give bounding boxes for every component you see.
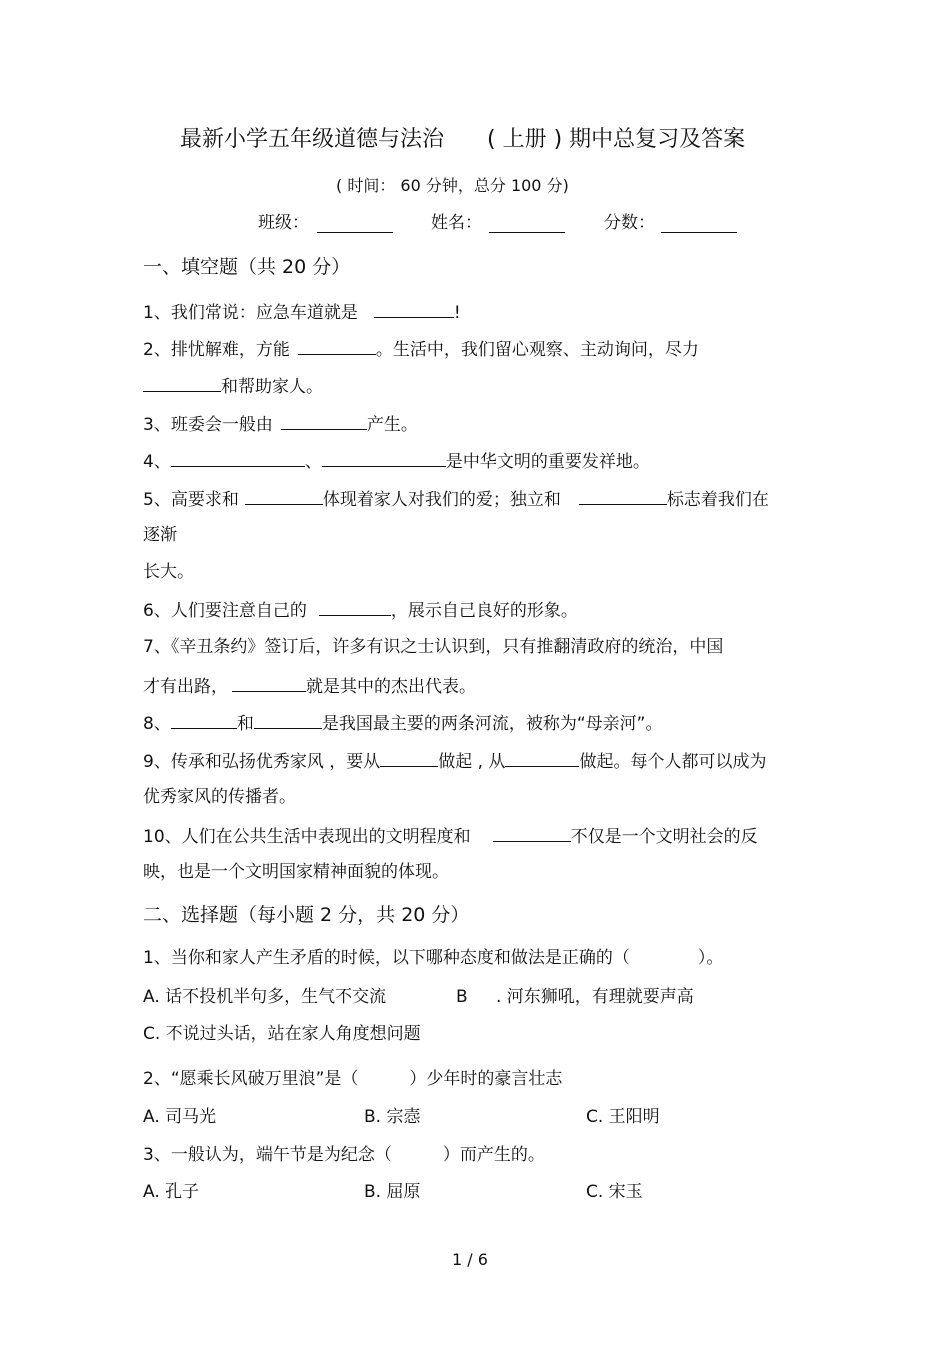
score-label: 分数： [604, 213, 655, 233]
answer-blank[interactable] [171, 712, 237, 729]
question-1-10 [143, 825, 758, 847]
question-text: 体现着家人对我们的爱；独立和 [322, 490, 561, 510]
answer-blank[interactable] [493, 825, 571, 842]
question-text: 1、我们常说：应急车道就是 [143, 303, 358, 323]
question-text: 和帮助家人。 [221, 377, 323, 397]
question-2-2: 2、“愿乘长风破万里浪”是（ ）少年时的豪言壮志 [143, 1069, 563, 1089]
answer-blank[interactable] [322, 450, 446, 467]
section-heading-fill-in: 一、填空题（共 20 分） [143, 256, 351, 278]
question-text: 标志着我们在 [666, 490, 769, 510]
answer-blank[interactable] [245, 488, 323, 505]
question-1-5-cont2: 长大。 [143, 562, 194, 582]
question-text: 和 [236, 714, 254, 734]
question-1-4 [143, 450, 650, 472]
question-1-6 [143, 599, 578, 621]
answer-blank[interactable] [579, 488, 667, 505]
class-label: 班级： [258, 213, 309, 233]
question-text: 8、 [143, 714, 171, 734]
question-1-9-cont: 优秀家风的传播者。 [143, 787, 296, 807]
option-a[interactable]: A. 孔子 [143, 1182, 200, 1202]
question-2-3: 3、一般认为，端午节是为纪念（ ）而产生的。 [143, 1145, 545, 1165]
option-c[interactable]: C. 不说过头话，站在家人角度想问题 [143, 1024, 421, 1044]
question-1-5-cont: 逐渐 [143, 525, 177, 545]
question-text: ，展示自己良好的形象。 [390, 601, 578, 621]
answer-blank[interactable] [374, 301, 454, 318]
option-a[interactable]: A. 司马光 [143, 1107, 217, 1127]
question-text: 。生活中，我们留心观察、主动询问，尽力 [375, 340, 699, 360]
question-1-7-cont [143, 675, 476, 697]
question-1-2 [143, 338, 699, 360]
question-1-2-cont [143, 375, 323, 397]
question-text: 做起 , 从 [438, 752, 506, 772]
question-text: 2、排忧解难，方能 [143, 340, 290, 360]
question-text: 是我国最主要的两条河流，被称为“母亲河”。 [321, 714, 663, 734]
answer-blank[interactable] [505, 750, 579, 767]
question-2-1: 1、当你和家人产生矛盾的时候，以下哪种态度和做法是正确的（ ）。 [143, 948, 724, 968]
question-text: 10、人们在公共生活中表现出的文明程度和 [143, 827, 471, 847]
question-1-7: 7、《辛丑条约》签订后，许多有识之士认识到，只有推翻清政府的统治，中国 [143, 637, 724, 657]
answer-blank[interactable] [319, 599, 391, 616]
option-a[interactable]: A. 话不投机半句多，生气不交流 [143, 987, 387, 1007]
question-text: 9、传承和弘扬优秀家风 ，要从 [143, 752, 381, 772]
name-label: 姓名： [431, 213, 482, 233]
option-b[interactable]: B. 宗悫 [364, 1107, 421, 1127]
option-b[interactable]: B. 屈原 [364, 1182, 421, 1202]
question-1-10-cont: 映，也是一个文明国家精神面貌的体现。 [143, 862, 449, 882]
answer-blank[interactable] [143, 375, 221, 392]
answer-blank[interactable] [232, 675, 306, 692]
option-b-letter[interactable]: B [456, 987, 468, 1007]
question-1-5 [143, 488, 769, 510]
question-text: 产生。 [366, 415, 418, 435]
answer-blank[interactable] [254, 712, 322, 729]
answer-blank[interactable] [281, 413, 367, 430]
question-text: 5、高要求和 [143, 490, 239, 510]
page-title-suffix: ( 上册 ) 期中总复习及答案 [487, 127, 746, 152]
question-text: 3、班委会一般由 [143, 415, 273, 435]
score-field[interactable] [661, 231, 737, 233]
class-field[interactable] [317, 231, 393, 233]
option-c[interactable]: C. 宋玉 [586, 1182, 643, 1202]
answer-blank[interactable] [171, 450, 305, 467]
exam-info: ( 时间： 60 分钟，总分 100 分) [336, 176, 569, 195]
question-1-1 [143, 301, 461, 323]
question-1-3 [143, 413, 418, 435]
page-number: 1 / 6 [452, 1250, 488, 1269]
question-text: 、 [304, 452, 322, 472]
answer-blank[interactable] [380, 750, 438, 767]
question-text: 不仅是一个文明社会的反 [570, 827, 758, 847]
option-c[interactable]: C. 王阳明 [586, 1107, 660, 1127]
question-text: 做起。每个人都可以成为 [579, 752, 767, 772]
question-1-8 [143, 712, 662, 734]
option-b[interactable]: . 河东狮吼，有理就要声高 [496, 987, 694, 1007]
question-text: 6、人们要注意自己的 [143, 601, 307, 621]
question-text: ! [453, 303, 461, 323]
section-heading-choice: 二、选择题（每小题 2 分，共 20 分） [143, 904, 470, 926]
question-1-9 [143, 750, 766, 772]
question-text: 4、 [143, 452, 171, 472]
page-title: 最新小学五年级道德与法治 [180, 127, 445, 152]
name-field[interactable] [489, 231, 565, 233]
question-text: 就是其中的杰出代表。 [306, 677, 476, 697]
question-text: 才有出路， [143, 677, 228, 697]
question-text: 是中华文明的重要发祥地。 [445, 452, 650, 472]
answer-blank[interactable] [298, 338, 376, 355]
